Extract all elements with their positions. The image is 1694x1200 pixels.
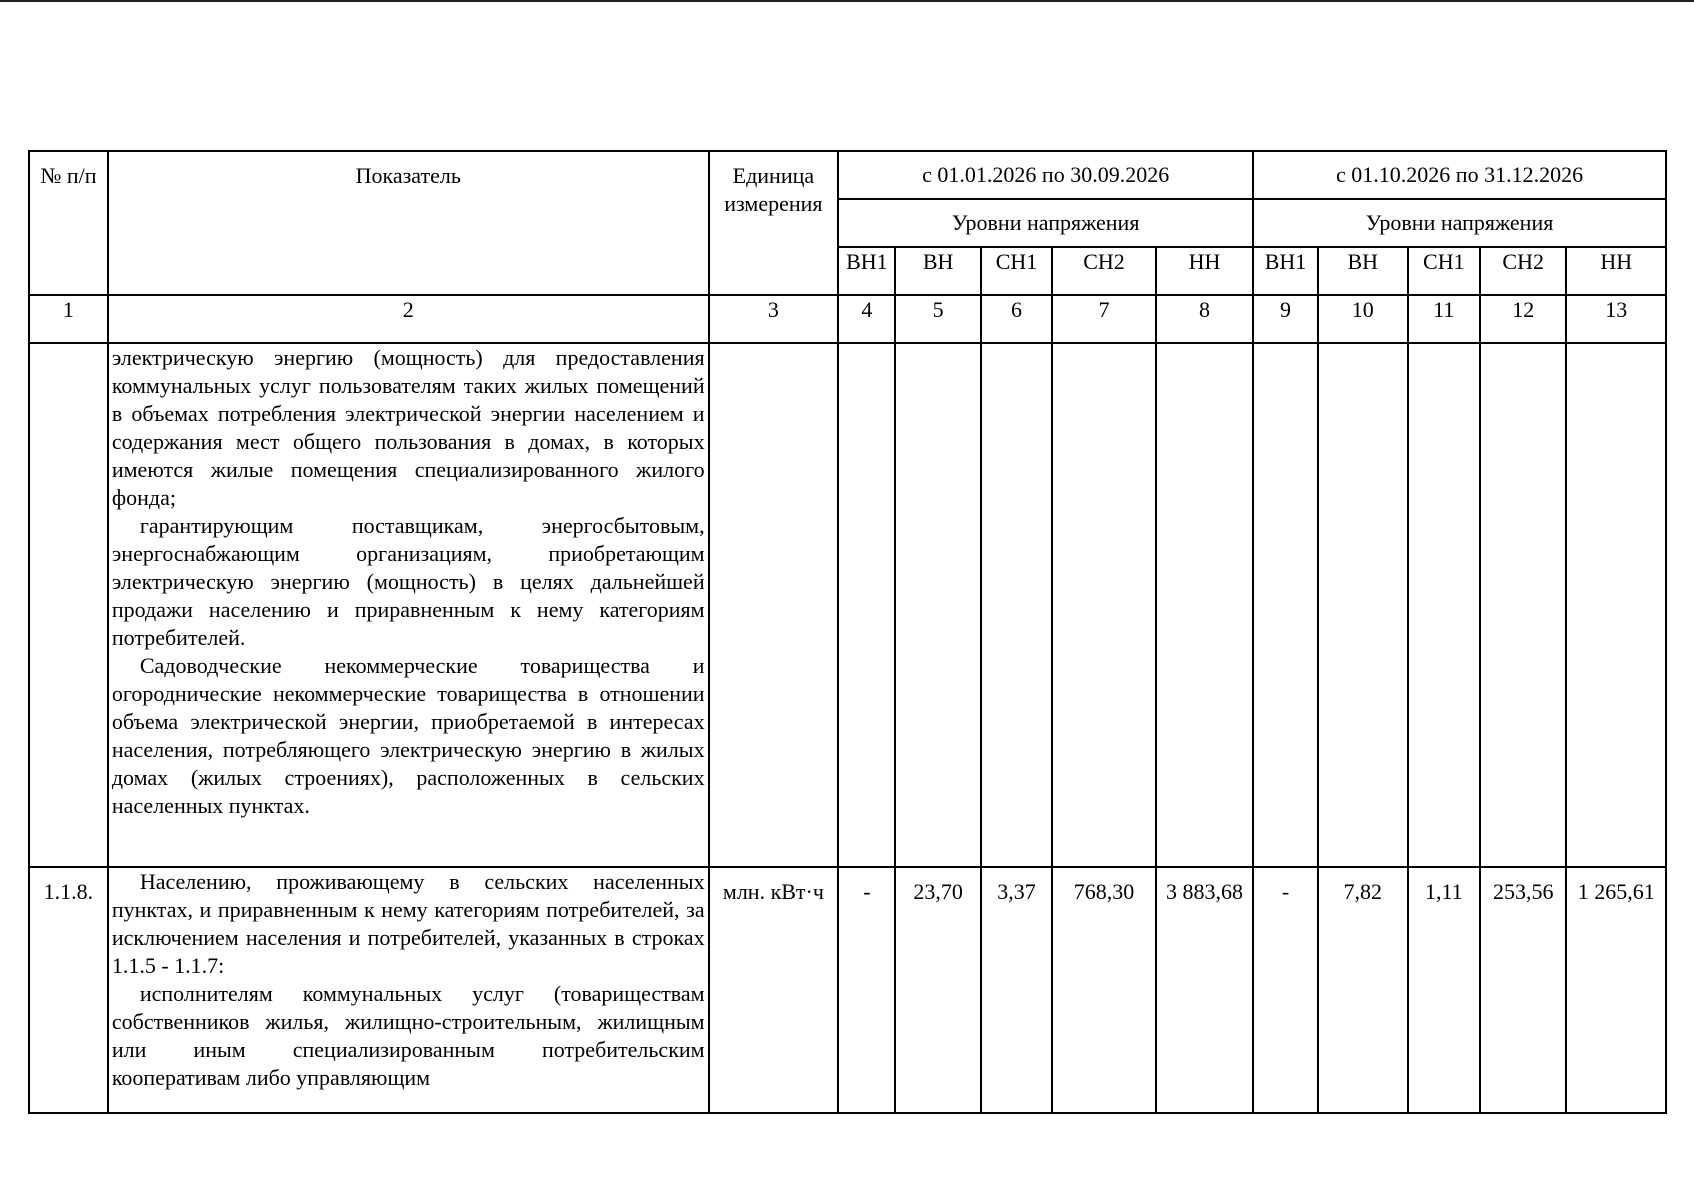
- column-number: 10: [1318, 295, 1408, 343]
- indicator-paragraph: электрическую энергию (мощность) для предоставления коммунальных услуг пользователям таких жилых помещений в объемах потребления электрической энергии населением и содержания мест общего пользования в домах, в которых имеются жилые помещения специализированного жилого фонда;: [111, 345, 705, 510]
- indicator-cell: [108, 343, 709, 867]
- column-number: 7: [1052, 295, 1156, 343]
- indicator-paragraph: Населению, проживающему в сельских населенных пунктах, и приравненным к нему категориям потребителей, за исключением населения и потребителей, указанных в строках 1.1.5 - 1.1.7:: [111, 869, 705, 978]
- value-cell-sn1-period1: 3,37: [981, 867, 1052, 1113]
- value-cell-sn2-period1: 768,30: [1052, 867, 1156, 1113]
- value-cell: [1408, 343, 1480, 867]
- value-cell: [1480, 343, 1566, 867]
- row-number-cell: 1.1.8.: [29, 867, 108, 1113]
- column-number: 12: [1480, 295, 1566, 343]
- value-cell: [981, 343, 1052, 867]
- header-row-number: № п/п: [29, 151, 108, 295]
- header-level-sn1: СН1: [981, 247, 1052, 295]
- header-level-sn2: СН2: [1480, 247, 1566, 295]
- header-level-vn: ВН: [895, 247, 980, 295]
- table-row-continued: [29, 343, 1666, 867]
- indicator-cell: [108, 867, 709, 1113]
- tariff-table: [28, 150, 1667, 1114]
- value-cell-vn1-period2: -: [1253, 867, 1318, 1113]
- column-number: 1: [29, 295, 108, 343]
- column-number: 3: [709, 295, 839, 343]
- column-number: 9: [1253, 295, 1318, 343]
- header-unit: Единица измерения: [709, 151, 839, 295]
- column-number: 6: [981, 295, 1052, 343]
- column-number: 4: [838, 295, 895, 343]
- value-cell: [1156, 343, 1253, 867]
- header-indicator: Показатель: [108, 151, 709, 295]
- header-level-nn: НН: [1566, 247, 1666, 295]
- value-cell: [895, 343, 980, 867]
- value-cell: [1318, 343, 1408, 867]
- value-cell: [1566, 343, 1666, 867]
- header-period-2: с 01.10.2026 по 31.12.2026: [1253, 151, 1666, 199]
- column-number: 5: [895, 295, 980, 343]
- value-cell-sn2-period2: 253,56: [1480, 867, 1566, 1113]
- column-number: 13: [1566, 295, 1666, 343]
- column-number-row: [29, 295, 1666, 343]
- header-voltage-levels-1: Уровни напряжения: [838, 199, 1253, 247]
- header-level-vn1: ВН1: [838, 247, 895, 295]
- unit-cell: млн. кВт·ч: [709, 867, 839, 1113]
- header-level-sn2: СН2: [1052, 247, 1156, 295]
- header-level-vn: ВН: [1318, 247, 1408, 295]
- header-period-1: с 01.01.2026 по 30.09.2026: [838, 151, 1253, 199]
- value-cell-vn-period1: 23,70: [895, 867, 980, 1113]
- column-number: 2: [108, 295, 709, 343]
- indicator-paragraph: гарантирующим поставщикам, энергосбытовым, энергоснабжающим организациям, приобретающим электрическую энергию (мощность) в целях дальнейшей продажи населению и приравненным к нему категориям потребителей.: [111, 513, 705, 650]
- unit-cell: [709, 343, 839, 867]
- column-number: 8: [1156, 295, 1253, 343]
- column-number: 11: [1408, 295, 1480, 343]
- value-cell-vn1-period1: -: [838, 867, 895, 1113]
- top-border-line: [0, 0, 1694, 2]
- header-level-vn1: ВН1: [1253, 247, 1318, 295]
- value-cell-nn-period2: 1 265,61: [1566, 867, 1666, 1113]
- value-cell-vn-period2: 7,82: [1318, 867, 1408, 1113]
- table-row-1-1-8: [29, 867, 1666, 1113]
- value-cell: [1052, 343, 1156, 867]
- indicator-paragraph: Садоводческие некоммерческие товарищества и огороднические некоммерческие товарищества в отношении объема электрической энергии, приобретаемой в интересах населения, потребляющего электрическую энергию в жилых домах (жилых строениях), расположенных в сельских населенных пунктах.: [111, 653, 705, 818]
- header-level-sn1: СН1: [1408, 247, 1480, 295]
- value-cell: [838, 343, 895, 867]
- value-cell-nn-period1: 3 883,68: [1156, 867, 1253, 1113]
- header-level-nn: НН: [1156, 247, 1253, 295]
- header-voltage-levels-2: Уровни напряжения: [1253, 199, 1666, 247]
- indicator-paragraph: исполнителям коммунальных услуг (товариществам собственников жилья, жилищно-строительным, жилищным или иным специализированным потребительским кооперативам либо управляющим: [111, 981, 705, 1090]
- row-number-cell: [29, 343, 108, 867]
- value-cell-sn1-period2: 1,11: [1408, 867, 1480, 1113]
- value-cell: [1253, 343, 1318, 867]
